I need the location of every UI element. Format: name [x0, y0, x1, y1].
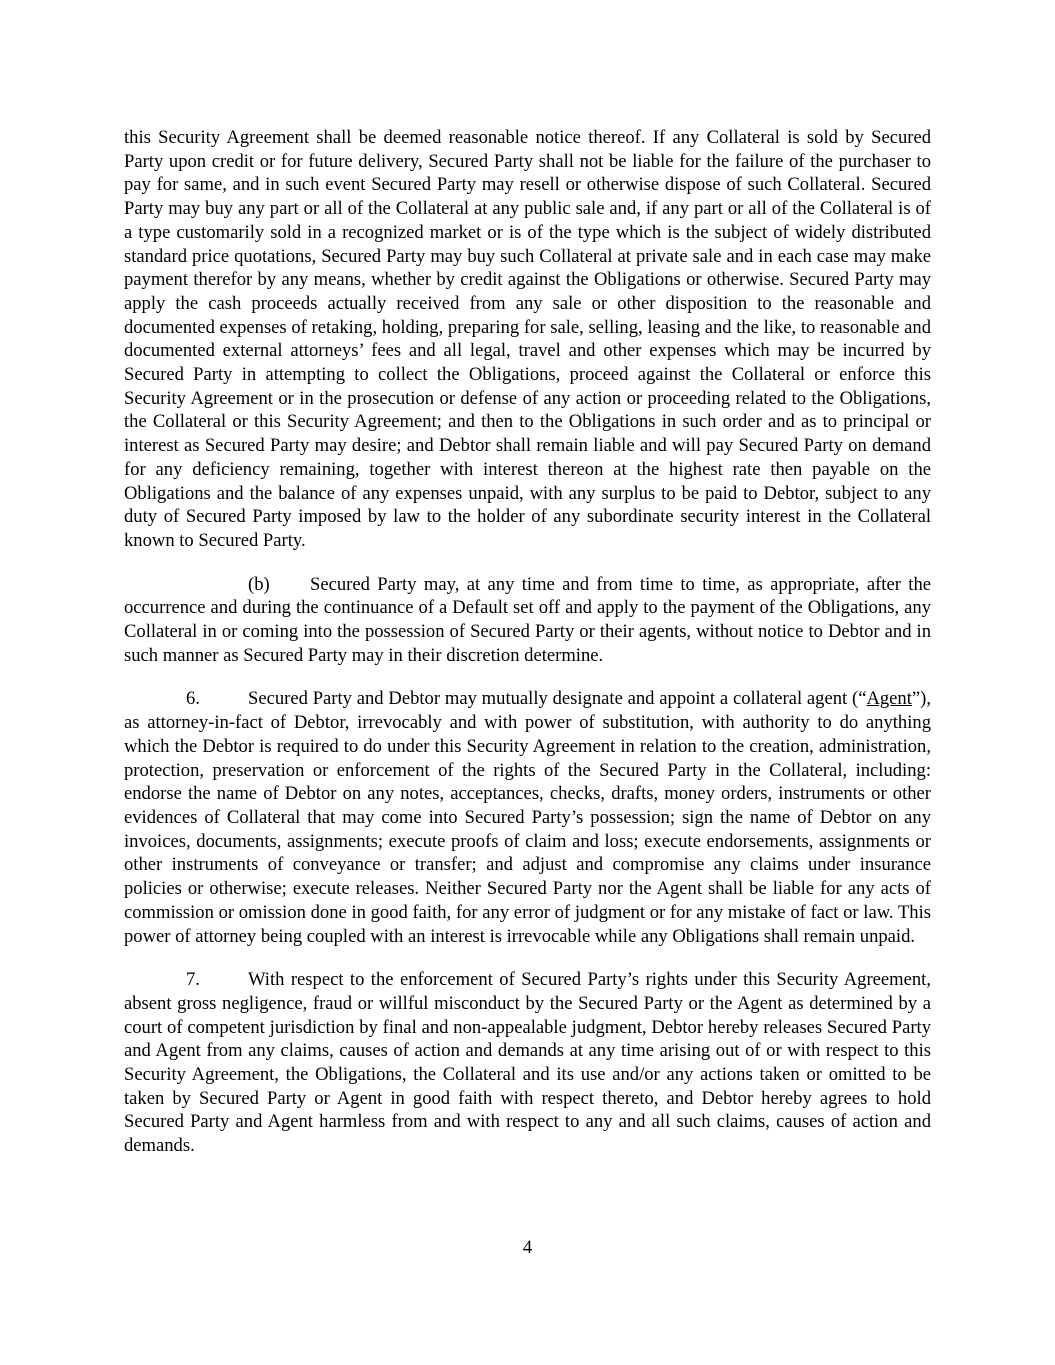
subsection-b-label: (b)	[248, 573, 270, 595]
paragraph-continuation: this Security Agreement shall be deemed reasonable notice thereof. If any Collateral is sold by Secured Party upon credit or for future delivery, Secured Party shall not be liable for the failure of the purchaser to pay for same, and in such event Secured Party may resell or otherwise dispose of such Collateral. Secured Party may buy any part or all of the Collateral at any public sale and, if any part or all of the Collateral is of a type customarily sold in a recognized market or is of the type which is the subject of widely distributed standard price quotations, Secured Party may buy such Collateral at private sale and in each case may make payment therefor by any means, whether by credit against the Obligations or otherwise. Secured Party may apply the cash proceeds actually received from any sale or other disposition to the reasonable and documented expenses of retaking, holding, preparing for sale, selling, leasing and the like, to reasonable and documented external attorneys’ fees and all legal, travel and other expenses which may be incurred by Secured Party in attempting to collect the Obligations, proceed against the Collateral or enforce this Security Agreement or in the prosecution or defense of any action or proceeding related to the Obligations, the Collateral or this Security Agreement; and then to the Obligations in such order and as to principal or interest as Secured Party may desire; and Debtor shall remain liable and will pay Secured Party on demand for any deficiency remaining, together with interest thereon at the highest rate then payable on the Obligations and the balance of any expenses unpaid, with any surplus to be paid to Debtor, subject to any duty of Secured Party imposed by law to the holder of any subordinate security interest in the Collateral known to Secured Party.	[124, 127, 931, 551]
section-6-number: 6.	[186, 688, 200, 710]
document-page	[124, 126, 931, 1178]
page-number: 4	[522, 1237, 533, 1258]
section-6-text: ”), as attorney-in-fact of Debtor, irrevocably and with power of substitution, with authority to do anything which the Debtor is required to do under this Security Agreement in relation to the creation, administration, protection, preservation or enforcement of the rights of the Secured Party in the Collateral, including: endorse the name of Debtor on any notes, acceptances, checks, drafts, money orders, instruments or other evidences of Collateral that may come into Secured Party’s possession; sign the name of Debtor on any invoices, documents, assignments; execute proofs of claim and loss; execute endorsements, assignments or other instruments of conveyance or transfer; and adjust and compromise any claims under insurance policies or otherwise; execute releases. Neither Secured Party nor the Agent shall be liable for any acts of commission or omission done in good faith, for any error of judgment or for any mistake of fact or law. This power of attorney being coupled with an interest is irrevocable while any Obligations shall remain unpaid.	[124, 688, 931, 947]
section-7-number: 7.	[186, 969, 200, 991]
paragraph-section-7	[124, 968, 931, 1158]
paragraph-section-6	[124, 687, 931, 948]
paragraph-subsection-b	[124, 573, 931, 668]
subsection-b-text: Secured Party may, at any time and from time to time, as appropriate, after the occurrence and during the continuance of a Default set off and apply to the payment of the Obligations, any Collateral in or coming into the possession of Secured Party or their agents, without notice to Debtor and in such manner as Secured Party may in their discretion determine.	[124, 573, 931, 666]
section-7-text: With respect to the enforcement of Secured Party’s rights under this Security Agreement, absent gross negligence, fraud or willful misconduct by the Secured Party or the Agent as determined by a court of competent jurisdiction by final and non-appealable judgment, Debtor hereby releases Secured Party and Agent from any claims, causes of action and demands at any time arising out of or with respect to this Security Agreement, the Obligations, the Collateral and its use and/or any actions taken or omitted to be taken by Secured Party or Agent in good faith with respect thereto, and Debtor hereby agrees to hold Secured Party and Agent harmless from and with respect to any and all such claims, causes of action and demands.	[124, 969, 931, 1157]
section-6-lead: Secured Party and Debtor may mutually designate and appoint a collateral agent (“	[248, 688, 867, 710]
defined-term-agent: Agent	[866, 688, 912, 710]
